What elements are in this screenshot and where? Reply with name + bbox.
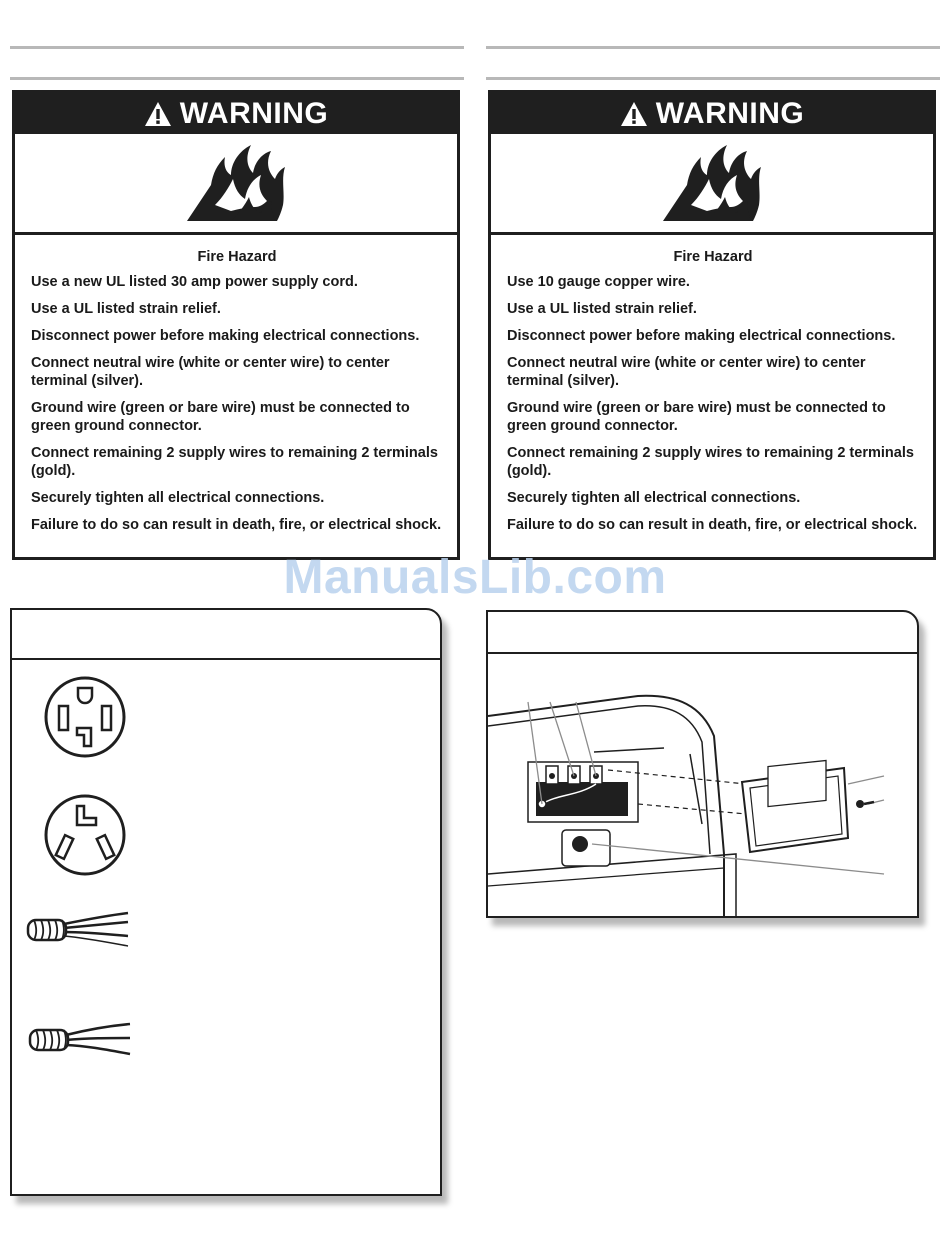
- warning-line: Connect neutral wire (white or center wire) to center terminal (silver).: [31, 355, 390, 389]
- three-prong-outlet-icon: [40, 790, 130, 880]
- watermark: ManualsLib.com: [283, 551, 667, 604]
- outlet-types-panel: [10, 608, 442, 1196]
- warning-line: Connect remaining 2 supply wires to remaining 2 terminals (gold).: [31, 445, 438, 479]
- warning-line: Use a new UL listed 30 amp power supply cord.: [31, 274, 358, 290]
- top-rule-left-2: [10, 77, 464, 80]
- warning-line: Securely tighten all electrical connections.: [507, 490, 801, 506]
- warning-line: Failure to do so can result in death, fire, or electrical shock.: [507, 517, 918, 533]
- hazard-title: Fire Hazard: [673, 249, 753, 265]
- fire-icon-area: [15, 134, 457, 235]
- warning-box-left: [12, 90, 460, 560]
- terminal-diagram-panel: [486, 610, 919, 918]
- fire-hazard-icon: [657, 143, 767, 223]
- warning-line: Connect neutral wire (white or center wire) to center terminal (silver).: [507, 355, 866, 389]
- warning-header: [491, 93, 933, 134]
- warning-line: Securely tighten all electrical connections.: [31, 490, 325, 506]
- panel-header: [12, 610, 440, 660]
- four-prong-outlet-icon: [40, 672, 130, 762]
- warning-header: [15, 93, 457, 134]
- warning-line: Failure to do so can result in death, fire, or electrical shock.: [31, 517, 442, 533]
- warning-triangle-icon: [144, 101, 172, 127]
- fire-hazard-icon: [181, 143, 291, 223]
- top-rule-right-2: [486, 77, 940, 80]
- warning-line: Use a UL listed strain relief.: [31, 301, 221, 317]
- warning-line: Ground wire (green or bare wire) must be connected to green ground connector.: [507, 400, 886, 434]
- warning-box-right: [488, 90, 936, 560]
- warning-line: Use a UL listed strain relief.: [507, 301, 697, 317]
- top-rule-left-1: [10, 46, 464, 49]
- panel-header: [488, 612, 917, 654]
- warning-line: Disconnect power before making electrical connections.: [31, 328, 420, 344]
- four-wire-cord-icon: [24, 910, 134, 950]
- warning-line: Use 10 gauge copper wire.: [507, 274, 690, 290]
- top-rule-right-1: [486, 46, 940, 49]
- warning-line: Connect remaining 2 supply wires to remaining 2 terminals (gold).: [507, 445, 914, 479]
- fire-icon-area: [491, 134, 933, 235]
- three-wire-cord-icon: [26, 1020, 136, 1060]
- warning-title: WARNING: [655, 96, 805, 130]
- warning-triangle-icon: [620, 101, 648, 127]
- warning-title: WARNING: [179, 96, 329, 130]
- warning-line: Disconnect power before making electrical connections.: [507, 328, 896, 344]
- warning-line: Ground wire (green or bare wire) must be connected to green ground connector.: [31, 400, 410, 434]
- terminal-block-diagram: [488, 654, 917, 918]
- hazard-title: Fire Hazard: [197, 249, 277, 265]
